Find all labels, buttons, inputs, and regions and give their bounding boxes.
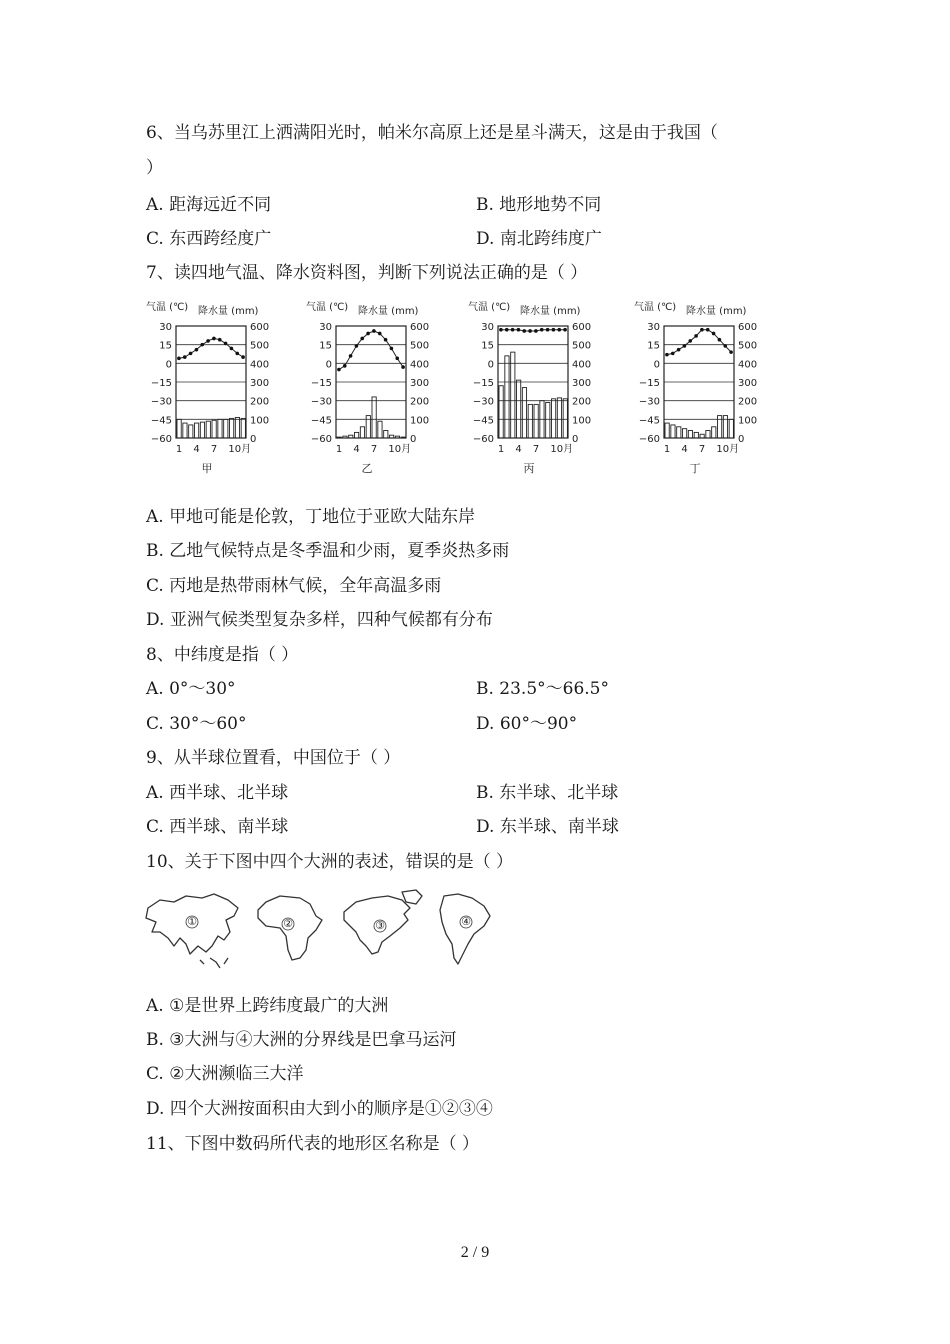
chart-2-temp-point (366, 332, 370, 336)
chart-2-temp-point (355, 344, 359, 348)
chart-4-precip-bar (671, 425, 675, 438)
chart-1-precip-tick: 200 (250, 396, 270, 408)
chart-1-temp-tick: −15 (150, 378, 172, 389)
map-label-1: ① (187, 915, 197, 928)
chart-2-temp-point (401, 365, 405, 369)
q9-stem: 9、从半球位置看，中国位于（ ） (146, 748, 401, 768)
chart-2-temp-tick: 0 (325, 359, 332, 371)
chart-4-temp-tick: −15 (638, 378, 660, 389)
chart-4-precip-bar (694, 432, 698, 438)
chart-3-precip-bar (505, 356, 509, 438)
chart-2-temp-tick: −60 (310, 434, 332, 445)
chart-3-temp-point (552, 328, 556, 332)
chart-4-precip-bar (729, 419, 733, 438)
chart-1-precip-bar (241, 418, 245, 438)
chart-4-precip-tick: 600 (738, 322, 758, 333)
chart-4-x-tick: 10月 (716, 444, 740, 455)
chart-4-precip-tick: 200 (738, 396, 758, 408)
chart-1-temp-tick: 15 (159, 340, 172, 352)
chart-4-precip-bar (688, 431, 692, 438)
chart-4-precip-tick: 300 (738, 378, 758, 389)
chart-1-precip-bar (224, 419, 228, 438)
chart-4-temp-point (729, 350, 733, 354)
chart-1-temp-point (224, 342, 228, 346)
chart-1-temp-point (183, 355, 187, 359)
chart-4-temp-point (665, 353, 669, 357)
chart-4-temp-axis-label: 气温 (℃) (634, 302, 677, 313)
climate-charts-svg (144, 298, 784, 484)
chart-2-precip-tick: 500 (410, 340, 430, 352)
chart-2-temp-point (360, 337, 364, 341)
chart-3-precip-bar (499, 386, 503, 438)
chart-2-temp-point (343, 364, 347, 368)
q10-option-b: B. ③大洲与④大洲的分界线是巴拿马运河 (146, 1030, 457, 1050)
chart-3-x-tick: 7 (532, 444, 540, 455)
chart-3-x-tick: 1 (497, 444, 505, 455)
chart-1-temp-point (235, 352, 239, 356)
chart-1-x-tick: 7 (210, 444, 218, 455)
greenland-outline (402, 890, 422, 904)
chart-1-precip-bar (200, 422, 204, 438)
chart-1-temp-tick: −60 (150, 434, 172, 445)
chart-1-precip-tick: 0 (250, 434, 257, 445)
chart-3-temp-point (511, 328, 515, 332)
q7-stem: 7、读四地气温、降水资料图，判断下列说法正确的是（ ） (146, 263, 588, 283)
chart-1-temp-tick: 0 (165, 359, 172, 371)
chart-3-temp-tick: −15 (472, 378, 494, 389)
q8-option-c: C. 30°～60° (146, 714, 247, 734)
chart-3-temp-point (522, 329, 526, 333)
q7-option-b: B. 乙地气候特点是冬季温和少雨，夏季炎热多雨 (146, 541, 510, 561)
chart-3-precip-bar (528, 404, 532, 438)
chart-1-temp-tick: 30 (159, 322, 172, 333)
chart-2-precip-tick: 0 (410, 434, 417, 445)
chart-1-precip-tick: 300 (250, 378, 270, 389)
chart-4-title: 丁 (689, 462, 701, 475)
chart-1-temp-axis-label: 气温 (℃) (146, 302, 189, 313)
chart-3-temp-point (499, 328, 503, 332)
chart-2-temp-tick: −30 (310, 396, 332, 408)
chart-2-precip-bar (355, 432, 359, 438)
chart-3-temp-tick: −60 (472, 434, 494, 445)
chart-2-temp-point (337, 368, 341, 372)
chart-1-precip-bar (230, 418, 234, 438)
chart-2-x-tick: 10月 (388, 444, 412, 455)
chart-3-temp-point (546, 328, 550, 332)
q8-stem: 8、中纬度是指（ ） (146, 645, 299, 665)
chart-3-precip-tick: 200 (572, 396, 592, 408)
q6-option-c: C. 东西跨经度广 (146, 229, 272, 249)
continent-outlines (140, 888, 520, 974)
chart-1-temp-point (189, 352, 193, 356)
chart-1-precip-tick: 400 (250, 359, 270, 371)
chart-4-temp-tick: −60 (638, 434, 660, 445)
q9-option-b: B. 东半球、北半球 (476, 783, 619, 803)
chart-1-precip-bar (218, 419, 222, 438)
q9-option-c: C. 西半球、南半球 (146, 817, 289, 837)
chart-3-precip-tick: 600 (572, 322, 592, 333)
q6-stem: 6、当乌苏里江上洒满阳光时，帕米尔高原上还是星斗满天，这是由于我国（ (146, 123, 718, 143)
chart-1-temp-point (230, 347, 234, 351)
chart-2-precip-bar (378, 421, 382, 438)
chart-1-precip-bar (177, 419, 181, 438)
chart-1-temp-point (218, 338, 222, 342)
q6-stem-cont: ） (146, 158, 163, 178)
chart-4-temp-tick: −30 (638, 396, 660, 408)
chart-1-temp-tick: −30 (150, 396, 172, 408)
chart-3-precip-bar (517, 380, 521, 438)
chart-1-temp-point (200, 343, 204, 347)
chart-1-temp-point (206, 339, 210, 343)
chart-1-temp-point (212, 337, 216, 341)
chart-3-precip-tick: 300 (572, 378, 592, 389)
chart-2-precip-tick: 300 (410, 378, 430, 389)
map-label-3: ③ (375, 919, 385, 932)
chart-2-temp-point (349, 354, 353, 358)
q6-option-d: D. 南北跨纬度广 (476, 229, 602, 249)
chart-3-precip-bar (522, 388, 526, 438)
chart-1-precip-tick: 100 (250, 415, 270, 427)
chart-4-x-tick: 7 (698, 444, 706, 455)
chart-3-precip-bar (534, 404, 538, 438)
chart-4-temp-point (723, 344, 727, 348)
chart-2-title: 乙 (361, 462, 373, 475)
q6-option-b: B. 地形地势不同 (476, 195, 602, 215)
chart-3-precip-bar (563, 399, 567, 438)
chart-4-temp-point (718, 338, 722, 342)
q10-option-d: D. 四个大洲按面积由大到小的顺序是①②③④ (146, 1099, 493, 1119)
q6-option-a: A. 距海远近不同 (146, 195, 272, 215)
chart-1-temp-point (177, 357, 181, 361)
chart-4-x-tick: 1 (663, 444, 671, 455)
chart-4-x-tick: 4 (681, 444, 688, 455)
chart-3-precip-bar (546, 403, 550, 438)
chart-1-temp-point (241, 355, 245, 359)
chart-4-temp-tick: 15 (647, 340, 660, 352)
chart-2-x-tick: 4 (353, 444, 360, 455)
chart-3-temp-point (557, 328, 561, 332)
chart-1-temp-point (195, 348, 199, 352)
chart-3-x-tick: 10月 (550, 444, 574, 455)
chart-4-temp-point (706, 328, 710, 332)
chart-3-precip-tick: 400 (572, 359, 592, 371)
chart-4-temp-point (694, 334, 698, 338)
chart-1-precip-bar (183, 423, 187, 438)
chart-4-temp-point (712, 332, 716, 336)
chart-1-precip-tick: 500 (250, 340, 270, 352)
chart-2-temp-point (378, 332, 382, 336)
q8-option-d: D. 60°～90° (476, 714, 578, 734)
chart-2-temp-point (390, 347, 394, 351)
chart-4-precip-bar (706, 431, 710, 438)
q10-option-c: C. ②大洲濒临三大洋 (146, 1064, 304, 1084)
chart-4-precip-bar (683, 429, 687, 438)
map-label-2: ② (283, 917, 293, 930)
page-number: 2 / 9 (460, 1244, 490, 1261)
chart-3-x-tick: 4 (515, 444, 522, 455)
chart-2-precip-axis-label: 降水量 (mm) (358, 306, 419, 317)
chart-2-x-tick: 7 (370, 444, 378, 455)
chart-1-precip-bar (195, 423, 199, 438)
chart-4-precip-axis-label: 降水量 (mm) (686, 306, 747, 317)
chart-4-precip-tick: 0 (738, 434, 745, 445)
chart-2-temp-point (384, 338, 388, 342)
chart-4-precip-bar (712, 427, 716, 438)
q8-option-a: A. 0°～30° (146, 679, 236, 699)
chart-3-precip-bar (557, 398, 561, 438)
chart-2-temp-point (395, 357, 399, 361)
chart-4-temp-point (688, 339, 692, 343)
chart-2-precip-tick: 200 (410, 396, 430, 408)
climate-charts (144, 298, 784, 488)
chart-2-x-tick: 1 (335, 444, 343, 455)
chart-3-temp-point (540, 328, 544, 332)
chart-1-precip-tick: 600 (250, 322, 270, 333)
chart-2-precip-bar (349, 435, 353, 438)
q11-stem: 11、下图中数码所代表的地形区名称是（ ） (146, 1134, 480, 1154)
asia-islands (200, 958, 228, 968)
chart-4-temp-point (700, 328, 704, 332)
chart-1-title: 甲 (201, 462, 213, 475)
chart-3-temp-line (501, 330, 565, 331)
chart-3-temp-tick: 30 (481, 322, 494, 333)
chart-2-precip-bar (343, 436, 347, 438)
chart-1-x-tick: 10月 (228, 444, 252, 455)
chart-4-temp-point (671, 352, 675, 356)
chart-3-temp-point (517, 328, 521, 332)
chart-1-x-tick: 4 (193, 444, 200, 455)
chart-1-precip-axis-label: 降水量 (mm) (198, 306, 259, 317)
chart-2-temp-tick: −45 (310, 415, 332, 427)
chart-2-temp-point (372, 329, 376, 333)
chart-2-precip-bar (390, 435, 394, 438)
chart-3-precip-axis-label: 降水量 (mm) (520, 306, 581, 317)
chart-3-precip-bar (511, 352, 515, 438)
chart-3-title: 丙 (523, 462, 535, 475)
chart-3-temp-point (528, 329, 532, 333)
chart-4-temp-point (683, 344, 687, 348)
q10-stem: 10、关于下图中四个大洲的表述，错误的是（ ） (146, 852, 514, 872)
chart-1-precip-bar (189, 425, 193, 438)
chart-3-temp-point (563, 328, 567, 332)
chart-4-precip-tick: 500 (738, 340, 758, 352)
chart-2-precip-bar (372, 397, 376, 438)
chart-4-precip-bar (665, 423, 669, 438)
chart-4-temp-tick: −45 (638, 415, 660, 427)
chart-3-temp-point (505, 328, 509, 332)
q7-option-a: A. 甲地可能是伦敦，丁地位于亚欧大陆东岸 (146, 507, 476, 527)
south-america-outline (440, 894, 490, 964)
q9-option-a: A. 西半球、北半球 (146, 783, 289, 803)
chart-3-precip-tick: 0 (572, 434, 579, 445)
chart-2-temp-axis-label: 气温 (℃) (306, 302, 349, 313)
q10-option-a: A. ①是世界上跨纬度最广的大洲 (146, 996, 389, 1016)
chart-2-precip-tick: 100 (410, 415, 430, 427)
chart-2-temp-tick: 15 (319, 340, 332, 352)
chart-2-temp-line (339, 331, 403, 370)
chart-1-precip-bar (212, 420, 216, 438)
chart-4-precip-tick: 400 (738, 359, 758, 371)
chart-1-temp-line (179, 338, 243, 358)
q9-option-d: D. 东半球、南半球 (476, 817, 619, 837)
chart-2-temp-tick: −15 (310, 378, 332, 389)
chart-3-temp-tick: −30 (472, 396, 494, 408)
chart-4-temp-line (667, 330, 731, 355)
map-label-4: ④ (461, 915, 471, 928)
q7-option-c: C. 丙地是热带雨林气候，全年高温多雨 (146, 576, 442, 596)
chart-2-precip-bar (360, 427, 364, 438)
chart-3-temp-point (534, 329, 538, 333)
chart-1-precip-bar (235, 417, 239, 438)
chart-4-precip-tick: 100 (738, 415, 758, 427)
chart-3-temp-tick: −45 (472, 415, 494, 427)
chart-3-temp-tick: 15 (481, 340, 494, 352)
chart-3-temp-tick: 0 (487, 359, 494, 371)
chart-4-temp-tick: 30 (647, 322, 660, 333)
q8-option-b: B. 23.5°～66.5° (476, 679, 610, 699)
chart-4-temp-point (677, 348, 681, 352)
chart-3-precip-bar (552, 399, 556, 438)
chart-2-precip-bar (384, 431, 388, 438)
chart-2-precip-bar (395, 436, 399, 438)
chart-3-temp-axis-label: 气温 (℃) (468, 302, 511, 313)
chart-1-temp-tick: −45 (150, 415, 172, 427)
chart-1-precip-bar (206, 421, 210, 438)
chart-4-temp-tick: 0 (653, 359, 660, 371)
chart-3-precip-tick: 100 (572, 415, 592, 427)
chart-2-precip-tick: 600 (410, 322, 430, 333)
chart-1-x-tick: 1 (175, 444, 183, 455)
chart-2-temp-tick: 30 (319, 322, 332, 333)
continent-outlines-svg (140, 888, 520, 970)
chart-3-precip-tick: 500 (572, 340, 592, 352)
chart-4-precip-bar (677, 427, 681, 438)
chart-2-precip-tick: 400 (410, 359, 430, 371)
q7-option-d: D. 亚洲气候类型复杂多样，四种气候都有分布 (146, 610, 493, 630)
